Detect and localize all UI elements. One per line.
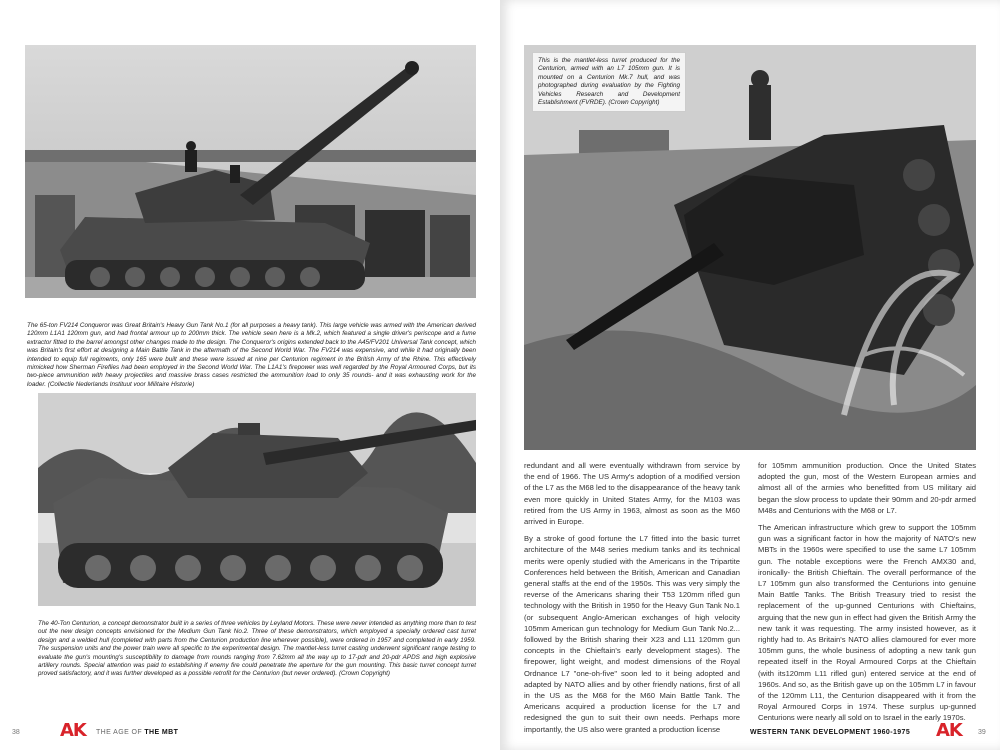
centurion-demonstrator-photo bbox=[38, 393, 476, 606]
paragraph: The American infrastructure which grew to support the 105mm gun was a significant factor in how the majority of NATO's new MBTs in the 1960s were specified to use the same L7 105mm gun. The notable exceptions were the French AMX30 and, ironically- the British Chieftain. The overall performance of the L7 105mm gun also transformed the Centurions into genuine Main Battle Tanks. The British Treasury tried to resist the replacement of the up-gunned Centurions with Chieftains, arguing that the new gun in effect had given the British Army the new tank it was requesting. The army insisted however, as it rightly had to. As Britain's NATO allies clamoured for ever more 105mm guns, the whole business of adopting a new tank gun repeated itself in the Royal Armoured Corps at the Chieftain (with its120mm L11 rifled gun) entered service at the end of 1960s. And so, as the British gave up on the 105mm L7 in favour of the 120mm L11, the Centurion disappeared with it from the Royal Armoured Corps in 1974. These surplus up-gunned Centurions were nearly all sold on to Israel in the early 1970s. bbox=[758, 523, 976, 723]
centurion-demonstrator-image bbox=[38, 393, 476, 606]
ak-brand-logo: AK bbox=[60, 720, 86, 741]
paragraph: for 105mm ammunition production. Once the United States adopted the gun, most of the Western European armies and almost all of the armies who benefitted from US military aid began the slow process to update their 90mm and 20-pdr armed M48s and Centurions with the M68 or L7. bbox=[758, 461, 976, 515]
decorative-watermark bbox=[824, 235, 974, 435]
conqueror-tank-image bbox=[25, 45, 476, 298]
centurion-l7-caption: This is the mantlet-less turret produced for the Centurion, armed with an L7 105mm gun. It is mounted on a Centurion Mk.7 hull, and was photographed during evaluation by the Fighting Vehicles Research and Development Establishment (FVRDE). (Crown Copyright) bbox=[532, 52, 686, 112]
conqueror-photo-caption: The 65-ton FV214 Conqueror was Great Britain's Heavy Gun Tank No.1 (for all purposes a heavy tank). This large vehicle was armed with the American derived 120mm L1A1 120mm gun, and had frontal armour up to 200mm thick. The vehicle seen here is a Mk.2, which featured a single driver's periscope and a fume extractor fitted to the barrel amongst other changes made to the design. The Conqueror's origins extended back to the A45/FV201 Universal Tank concept, which was Britain's first effort at designing a Main Battle Tank in the aftermath of the Second World War. The FV214 was expensive, and while it had originally been intended to equip full regiments, only 165 were built and these were issued at nine per Centurion regiment in the British Army of the Rhine. This effectively mimicked how Sherman Fireflies had been employed in the Second World War. The L1A1's firepower was well regarded by the Royal Armoured Corps, but its two-piece ammunition with heavy projectiles and massive brass cases restricted the ammunition load to only 35 rounds- and it was exhausting work for the loader. (Collectie Nederlands Instituut voor Militaire Historie) bbox=[27, 322, 476, 388]
left-running-title bbox=[96, 729, 178, 736]
right-running-title bbox=[750, 729, 910, 736]
right-page-number: 39 bbox=[978, 729, 986, 736]
ak-brand-logo: AK bbox=[936, 720, 962, 741]
text-column-1 bbox=[524, 460, 740, 734]
left-page-number: 38 bbox=[12, 729, 20, 736]
conqueror-tank-photo bbox=[25, 45, 476, 298]
running-title-prefix: THE AGE OF bbox=[96, 729, 143, 736]
right-page bbox=[500, 0, 1000, 750]
running-title-text: WESTERN TANK DEVELOPMENT 1960-1975 bbox=[750, 729, 911, 736]
running-title-bold: THE MBT bbox=[144, 729, 179, 736]
paragraph: redundant and all were eventually withdrawn from service by the end of 1966. The US Army's adoption of a modified version of the L7 as the M68 led to the disappearance of the heavy tank even more quickly in United States Army, for the M103 was retired from the US Army in 1963, almost as soon as the M60 arrived in Europe. bbox=[524, 461, 740, 527]
text-column-2 bbox=[758, 460, 976, 723]
paragraph: By a stroke of good fortune the L7 fitted into the basic turret architecture of the M48 series medium tanks and its technical merits were openly studied with the Americans in the Tripartite Conferences held between the British, American and Canadian general staffs at the end of the 1950s. This was very simply the reverse of the Americans sharing their T53 120mm rifled gun technology with the British in 1950 for the Heavy Gun Tank No.1 (or subsequent Anglo-American exchanges of high velocity 105mm American gun technology for Medium Gun Tank No.2... followed by the British sharing their X23 and L11 120mm gun concepts in the Chieftain's early development stages). The firepower, light weight, and modest dimensions of the Royal Ordnance L7 "one-oh-five" soon led to it being adopted and adapted by NATO allies and by other friendly nations, first of all in the US as the M68 for the M60 Main Battle Tank. The Americans acquired a production license for the L7 and redesigned the gun to suit their own needs. Perhaps more importantly, the US also were granted a production license bbox=[524, 534, 740, 734]
centurion-demonstrator-caption: The 40-Ton Centurion, a concept demonstrator built in a series of three vehicles by Leyland Motors. These were never intended as anything more than to test out the new design concepts envisioned for the Medium Gun Tank No.2. Three of these demonstrators, which employed a specially ordered cast turret design and a welded hull (completed with parts from the Centurion production line wherever possible), were ordered in 1957 and completed in early 1959. The suspension units and the power train were all specific to the experimental design. The mantlet-less turret casting underwent significant range testing to evaluate the gun's mounting's susceptibility to damage from rounds ranging from 7.62mm all the way up to 17-pdr and 20-pdr APDS and high explosive artillery rounds. Special attention was paid to establishing if enemy fire could penetrate the aperture for the gun mounting. This basic turret concept turret proved satisfactory, and it was further developed as a possible retrofit for the Centurion (but never ordered). (Crown Copyright) bbox=[38, 620, 476, 678]
